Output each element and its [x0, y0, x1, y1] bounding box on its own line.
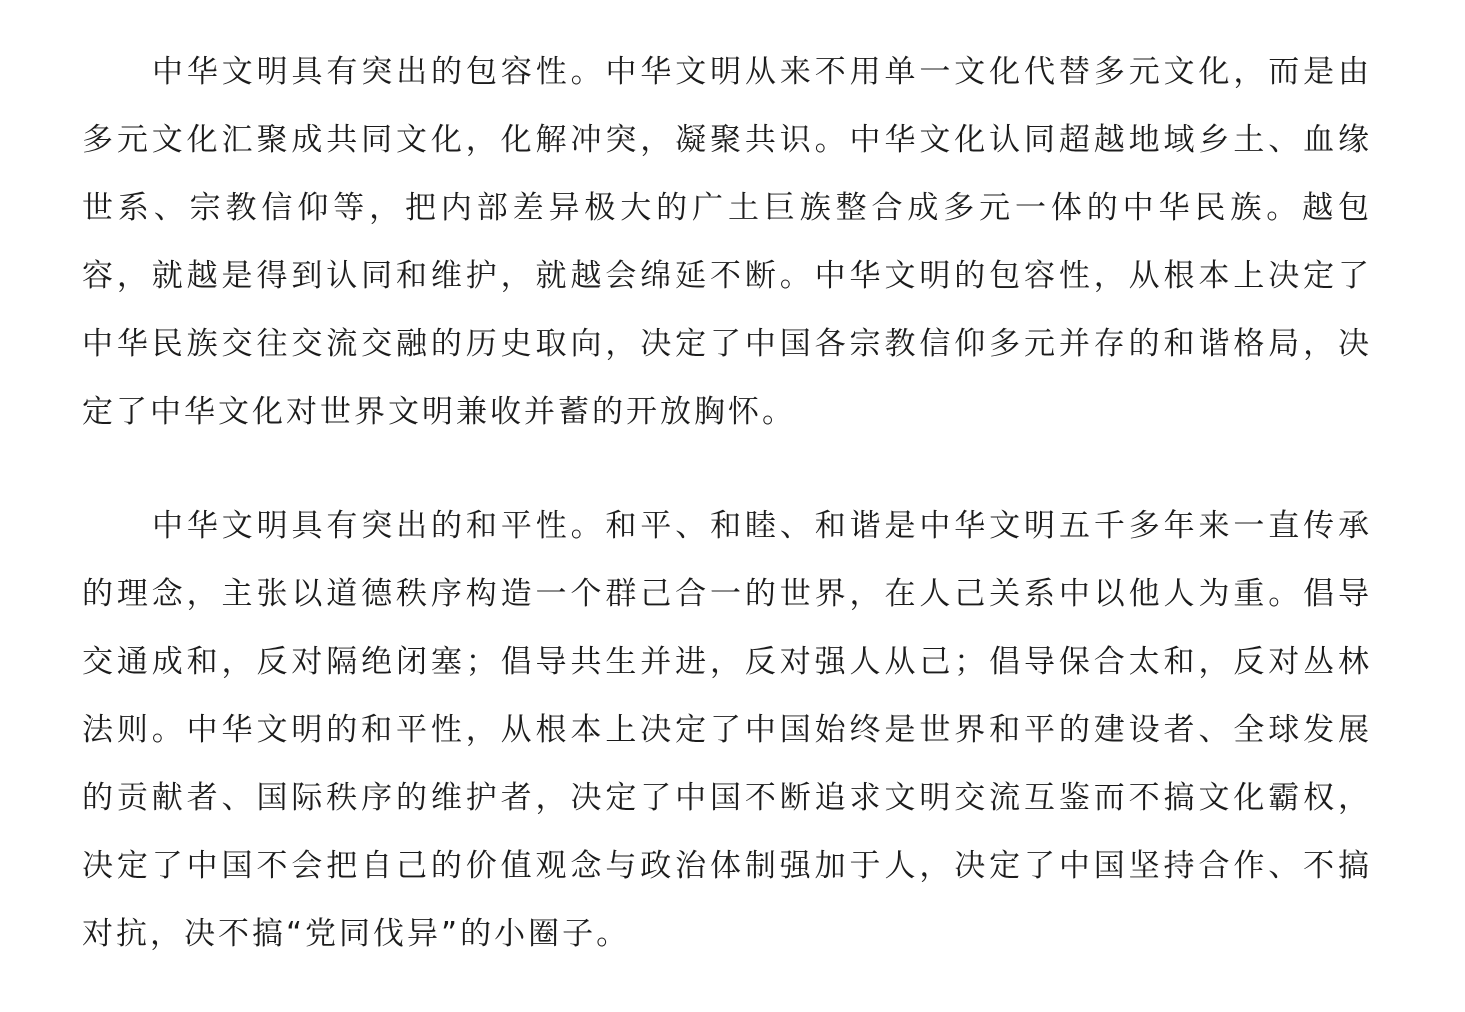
article-body [82, 38, 1372, 968]
paragraph-peacefulness: 中华文明具有突出的和平性。和平、和睦、和谐是中华文明五千多年来一直传承的理念，主张以道德秩序构造一个群己合一的世界，在人己关系中以他人为重。倡导交通成和，反对隔绝闭塞；倡导共生并进，反对强人从己；倡导保合太和，反对丛林法则。中华文明的和平性，从根本上决定了中国始终是世界和平的建设者、全球发展的贡献者、国际秩序的维护者，决定了中国不断追求文明交流互鉴而不搞文化霸权，决定了中国不会把自己的价值观念与政治体制强加于人，决定了中国坚持合作、不搞对抗，决不搞“党同伐异”的小圈子。 [82, 508, 1372, 952]
paragraph-inclusiveness: 中华文明具有突出的包容性。中华文明从来不用单一文化代替多元文化，而是由多元文化汇聚成共同文化，化解冲突，凝聚共识。中华文化认同超越地域乡土、血缘世系、宗教信仰等，把内部差异极大的广土巨族整合成多元一体的中华民族。越包容，就越是得到认同和维护，就越会绵延不断。中华文明的包容性，从根本上决定了中华民族交往交流交融的历史取向，决定了中国各宗教信仰多元并存的和谐格局，决定了中华文化对世界文明兼收并蓄的开放胸怀。 [82, 54, 1372, 430]
